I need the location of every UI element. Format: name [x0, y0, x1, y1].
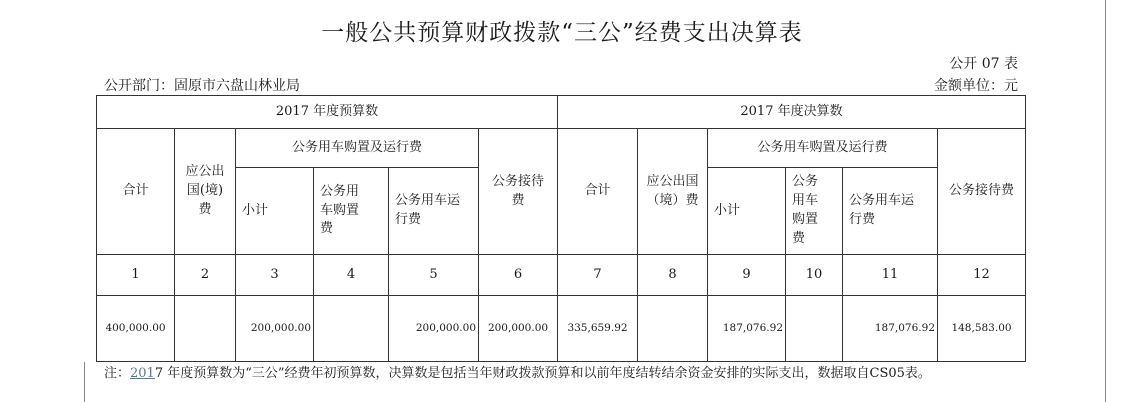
- header-budget-group: 2017 年度预算数: [97, 96, 558, 129]
- final-total-value: 335,659.92: [558, 296, 638, 362]
- header-final-total: 合计: [558, 129, 638, 255]
- department-label: 公开部门：固原市六盘山林业局: [104, 78, 300, 94]
- header-budget-purchase: [314, 168, 389, 255]
- header-budget-operation-text: 公务用车运行费: [395, 193, 461, 227]
- column-number: 10: [786, 255, 843, 296]
- header-budget-operation: [389, 168, 479, 255]
- amount-unit-label: 金额单位：元: [934, 78, 1018, 94]
- header-budget-reception: [479, 129, 558, 255]
- header-budget-subtotal: 小计: [236, 168, 314, 255]
- column-number-row: [97, 255, 1026, 296]
- header-final-operation-text: 公务用车运行费: [849, 193, 915, 227]
- footnote: [104, 364, 1024, 384]
- column-number: 7: [558, 255, 638, 296]
- header-final-abroad-text: 应公出国（境）费: [646, 173, 699, 208]
- header-final-operation: [843, 168, 938, 255]
- header-final-vehicle-group: 公务用车购置及运行费: [708, 129, 938, 168]
- column-number: 3: [236, 255, 314, 296]
- header-final-reception: 公务接待费: [938, 129, 1026, 255]
- footnote-body: 7 年度预算数为“三公”经费年初预算数，决算数是包括当年财政拨款预算和以前年度结转结余资金安排的实际支出，数据取自CS05表。: [154, 366, 931, 381]
- final-purchase-value: [786, 296, 843, 362]
- header-final-subtotal: 小计: [708, 168, 786, 255]
- budget-subtotal-value: 200,000.00: [236, 296, 314, 362]
- footnote-prefix: 注：: [104, 366, 131, 381]
- final-abroad-value: [638, 296, 708, 362]
- final-subtotal-value: 187,076.92: [708, 296, 786, 362]
- header-final-purchase: [786, 168, 843, 255]
- budget-operation-value: 200,000.00: [389, 296, 479, 362]
- form-code: 公开 07 表: [949, 56, 1018, 72]
- column-number: 1: [97, 255, 175, 296]
- final-reception-value: 148,583.00: [938, 296, 1026, 362]
- expenditure-table: [96, 95, 1026, 362]
- header-budget-vehicle-group: 公务用车购置及运行费: [236, 129, 479, 168]
- column-number: 8: [638, 255, 708, 296]
- budget-reception-value: 200,000.00: [479, 296, 558, 362]
- page-left-rule: [84, 362, 85, 402]
- budget-abroad-value: [175, 296, 236, 362]
- column-number: 6: [479, 255, 558, 296]
- column-number: 5: [389, 255, 479, 296]
- header-budget-abroad-text: 应公出国(境)费: [185, 164, 225, 217]
- header-budget-total: 合计: [97, 129, 175, 255]
- column-number: 11: [843, 255, 938, 296]
- footnote-year-link[interactable]: 201: [130, 366, 155, 381]
- header-final-group: 2017 年度决算数: [558, 96, 1026, 129]
- final-operation-value: 187,076.92: [843, 296, 938, 362]
- header-budget-abroad: [175, 129, 236, 255]
- header-final-purchase-text: 公务用车购置费: [792, 174, 819, 246]
- header-budget-reception-text: 公务接待费: [491, 173, 544, 208]
- header-final-abroad: [638, 129, 708, 255]
- column-number: 2: [175, 255, 236, 296]
- column-number: 12: [938, 255, 1026, 296]
- page-right-border: [1105, 0, 1106, 402]
- column-number: 9: [708, 255, 786, 296]
- budget-total-value: 400,000.00: [97, 296, 175, 362]
- table-header-row-1: [97, 129, 1026, 168]
- data-row: [97, 296, 1026, 362]
- page-title: 一般公共预算财政拨款“三公”经费支出决算表: [321, 20, 803, 46]
- column-number: 4: [314, 255, 389, 296]
- header-budget-purchase-text: 公务用车购置费: [320, 183, 360, 237]
- table-group-header-row: [97, 96, 1026, 129]
- budget-purchase-value: [314, 296, 389, 362]
